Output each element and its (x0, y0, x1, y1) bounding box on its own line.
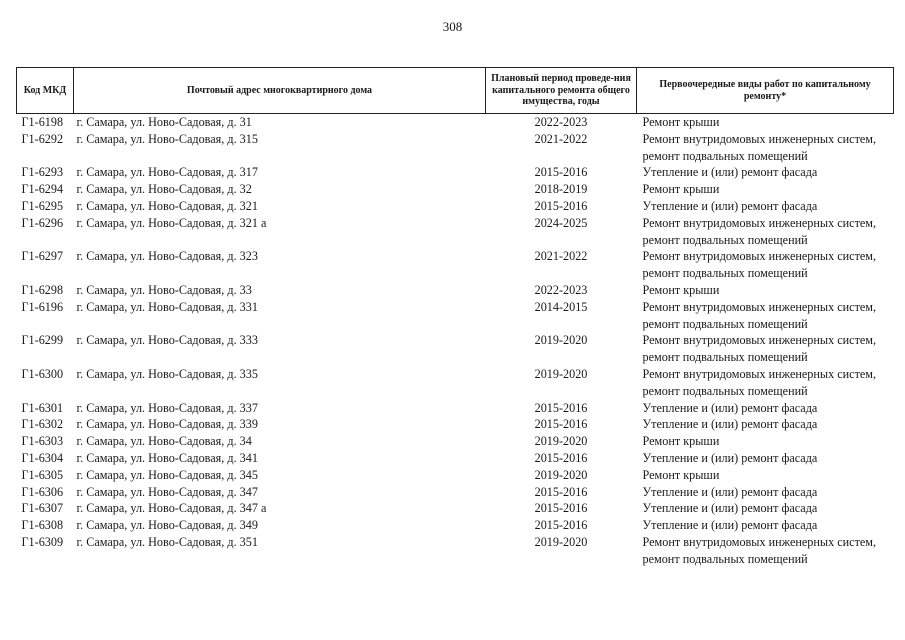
mkd-code-cell: Г1-6300 (21, 366, 64, 381)
period-cell: 2015-2016 (534, 417, 588, 432)
address-cell: г. Самара, ул. Ново-Садовая, д. 347 (76, 484, 258, 499)
works-line: Ремонт крыши (642, 282, 720, 297)
header-address: Почтовый адрес многоквартирного дома (74, 68, 486, 114)
address-cell: г. Самара, ул. Ново-Садовая, д. 347 а (76, 501, 267, 516)
mkd-code-cell: Г1-6303 (21, 434, 64, 449)
address-cell: г. Самара, ул. Ново-Садовая, д. 321 (76, 198, 258, 213)
capital-repair-table (16, 67, 894, 568)
period-cell: 2015-2016 (534, 450, 588, 465)
period-cell: 2022-2023 (534, 115, 588, 129)
period-cell: 2019-2020 (534, 333, 588, 348)
works-line: Ремонт крыши (642, 182, 720, 197)
period-cell: 2019-2020 (534, 467, 588, 482)
mkd-code-cell: Г1-6296 (21, 215, 64, 230)
works-cell (637, 181, 894, 198)
mkd-code-cell: Г1-6301 (21, 400, 64, 415)
works-cell (637, 282, 894, 299)
works-cell (637, 500, 894, 517)
mkd-code-cell: Г1-6309 (21, 534, 64, 549)
address-cell: г. Самара, ул. Ново-Садовая, д. 315 (76, 131, 258, 146)
works-line: Утепление и (или) ремонт фасада (642, 484, 818, 499)
works-cell (637, 450, 894, 467)
address-cell: г. Самара, ул. Ново-Садовая, д. 341 (76, 450, 258, 465)
works-cell (637, 114, 894, 131)
works-line: Ремонт внутридомовых инженерных систем, (642, 299, 877, 314)
mkd-code-cell: Г1-6196 (21, 299, 64, 314)
table-row (17, 299, 894, 333)
works-line: Утепление и (или) ремонт фасада (642, 165, 818, 180)
table-row (17, 400, 894, 417)
mkd-code-cell: Г1-6294 (21, 182, 64, 197)
period-cell: 2015-2016 (534, 518, 588, 533)
address-cell: г. Самара, ул. Ново-Садовая, д. 351 (76, 534, 258, 549)
page-number: 308 (442, 19, 463, 34)
address-cell: г. Самара, ул. Ново-Садовая, д. 31 (76, 115, 252, 129)
table-row (17, 114, 894, 131)
table-row (17, 198, 894, 215)
mkd-code-cell: Г1-6308 (21, 518, 64, 533)
table-row (17, 164, 894, 181)
works-line: Ремонт внутридомовых инженерных систем, (642, 131, 877, 146)
works-cell (637, 131, 894, 165)
table-row (17, 181, 894, 198)
period-cell: 2021-2022 (534, 249, 588, 264)
period-cell: 2015-2016 (534, 198, 588, 213)
period-cell: 2019-2020 (534, 534, 588, 549)
works-line: Утепление и (или) ремонт фасада (642, 400, 818, 415)
period-cell: 2015-2016 (534, 400, 588, 415)
address-cell: г. Самара, ул. Ново-Садовая, д. 337 (76, 400, 258, 415)
table-row (17, 500, 894, 517)
mkd-code-cell: Г1-6302 (21, 417, 64, 432)
address-cell: г. Самара, ул. Ново-Садовая, д. 333 (76, 333, 258, 348)
address-cell: г. Самара, ул. Ново-Садовая, д. 349 (76, 518, 258, 533)
table-row (17, 215, 894, 249)
table-row (17, 450, 894, 467)
address-cell: г. Самара, ул. Ново-Садовая, д. 317 (76, 165, 258, 180)
mkd-code-cell: Г1-6299 (21, 333, 64, 348)
header-works: Первоочередные виды работ по капитальному ремонту* (637, 68, 894, 114)
mkd-code-cell: Г1-6292 (21, 131, 64, 146)
period-cell: 2015-2016 (534, 165, 588, 180)
period-cell: 2022-2023 (534, 282, 588, 297)
address-cell: г. Самара, ул. Ново-Садовая, д. 321 а (76, 215, 267, 230)
works-cell (637, 198, 894, 215)
table-row (17, 332, 894, 366)
mkd-code-cell: Г1-6295 (21, 198, 64, 213)
works-cell (637, 433, 894, 450)
mkd-code-cell: Г1-6307 (21, 501, 64, 516)
works-line: Утепление и (или) ремонт фасада (642, 518, 818, 533)
works-line: Утепление и (или) ремонт фасада (642, 501, 818, 516)
works-line: Ремонт крыши (642, 434, 720, 449)
period-cell: 2015-2016 (534, 484, 588, 499)
table-row (17, 248, 894, 282)
address-cell: г. Самара, ул. Ново-Садовая, д. 33 (76, 282, 252, 297)
works-cell (637, 400, 894, 417)
table-body (17, 114, 894, 568)
works-line: Ремонт крыши (642, 467, 720, 482)
table-row (17, 366, 894, 400)
table-row (17, 416, 894, 433)
header-period: Плановый период проведе-ния капитального ремонта общего имущества, годы (486, 68, 637, 114)
table-row (17, 517, 894, 534)
works-cell (637, 332, 894, 366)
works-line: Ремонт внутридомовых инженерных систем, (642, 215, 877, 230)
works-line: ремонт подвальных помещений (642, 383, 808, 398)
mkd-code-cell: Г1-6305 (21, 467, 64, 482)
works-line: Ремонт внутридомовых инженерных систем, (642, 333, 877, 348)
works-cell (637, 366, 894, 400)
works-line: ремонт подвальных помещений (642, 316, 808, 331)
works-cell (637, 534, 894, 568)
mkd-code-cell: Г1-6298 (21, 282, 64, 297)
works-line: Ремонт внутридомовых инженерных систем, (642, 249, 877, 264)
period-cell: 2024-2025 (534, 215, 588, 230)
address-cell: г. Самара, ул. Ново-Садовая, д. 323 (76, 249, 258, 264)
works-line: Ремонт внутридомовых инженерных систем, (642, 366, 877, 381)
address-cell: г. Самара, ул. Ново-Садовая, д. 345 (76, 467, 258, 482)
table-row (17, 534, 894, 568)
period-cell: 2021-2022 (534, 131, 588, 146)
works-cell (637, 467, 894, 484)
works-line: Утепление и (или) ремонт фасада (642, 198, 818, 213)
works-line: Ремонт внутридомовых инженерных систем, (642, 534, 877, 549)
works-line: Утепление и (или) ремонт фасада (642, 417, 818, 432)
address-cell: г. Самара, ул. Ново-Садовая, д. 339 (76, 417, 258, 432)
works-cell (637, 484, 894, 501)
mkd-code-cell: Г1-6304 (21, 450, 64, 465)
period-cell: 2014-2015 (534, 299, 588, 314)
table-row (17, 433, 894, 450)
table-header (17, 68, 894, 114)
works-cell (637, 416, 894, 433)
works-line: Утепление и (или) ремонт фасада (642, 450, 818, 465)
works-cell (637, 164, 894, 181)
period-cell: 2019-2020 (534, 434, 588, 449)
period-cell: 2019-2020 (534, 366, 588, 381)
mkd-code-cell: Г1-6293 (21, 165, 64, 180)
mkd-code-cell: Г1-6297 (21, 249, 64, 264)
table-row (17, 467, 894, 484)
works-cell (637, 299, 894, 333)
period-cell: 2015-2016 (534, 501, 588, 516)
mkd-code-cell: Г1-6198 (21, 115, 64, 129)
table-row (17, 131, 894, 165)
works-line: Ремонт крыши (642, 115, 720, 129)
works-cell (637, 517, 894, 534)
header-code: Код МКД (17, 68, 74, 114)
mkd-code-cell: Г1-6306 (21, 484, 64, 499)
works-cell (637, 248, 894, 282)
works-line: ремонт подвальных помещений (642, 148, 808, 163)
works-line: ремонт подвальных помещений (642, 551, 808, 566)
works-line: ремонт подвальных помещений (642, 266, 808, 281)
table-row (17, 484, 894, 501)
table-row (17, 282, 894, 299)
address-cell: г. Самара, ул. Ново-Садовая, д. 331 (76, 299, 258, 314)
address-cell: г. Самара, ул. Ново-Садовая, д. 34 (76, 434, 252, 449)
address-cell: г. Самара, ул. Ново-Садовая, д. 335 (76, 366, 258, 381)
works-cell (637, 215, 894, 249)
address-cell: г. Самара, ул. Ново-Садовая, д. 32 (76, 182, 252, 197)
works-line: ремонт подвальных помещений (642, 350, 808, 365)
period-cell: 2018-2019 (534, 182, 588, 197)
works-line: ремонт подвальных помещений (642, 232, 808, 247)
